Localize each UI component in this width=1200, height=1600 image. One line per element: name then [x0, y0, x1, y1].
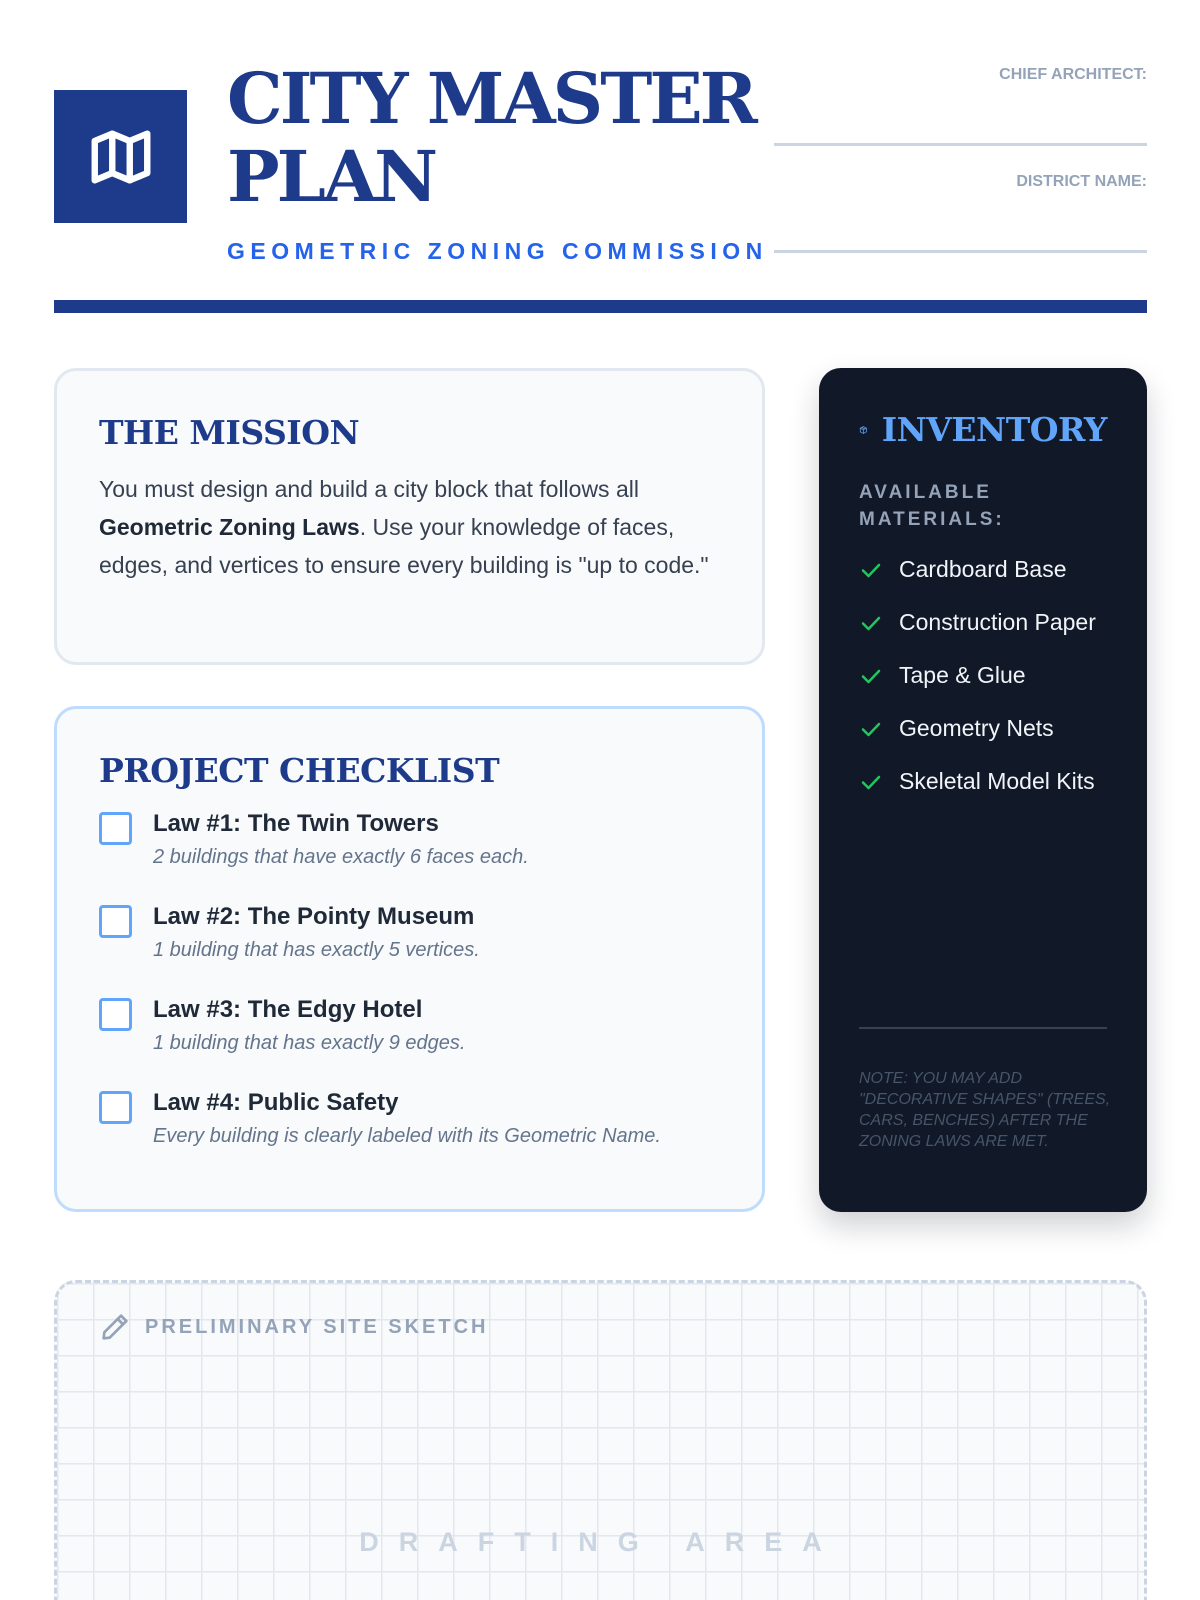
inventory-item-label: Tape & Glue	[899, 662, 1026, 688]
checklist-item-desc: Every building is clearly labeled with its Geometric Name.	[153, 1125, 661, 1147]
page-header	[54, 57, 1147, 305]
checklist-item-desc: 1 building that has exactly 5 vertices.	[153, 939, 480, 961]
inventory-item-label: Construction Paper	[899, 609, 1096, 635]
mission-text-bold: Geometric Zoning Laws	[99, 514, 360, 540]
district-name-field[interactable]	[774, 173, 1147, 280]
checklist-title: PROJECT CHECKLIST	[99, 751, 500, 790]
sketch-header	[99, 1311, 488, 1343]
inventory-item	[859, 659, 1107, 692]
mission-card	[54, 368, 765, 665]
checklist-item	[99, 901, 720, 994]
inventory-item	[859, 712, 1107, 745]
checklist-items	[99, 808, 720, 1180]
chief-architect-line[interactable]	[774, 143, 1147, 146]
inventory-divider	[859, 1027, 1107, 1029]
check-icon	[859, 611, 883, 635]
checklist-checkbox[interactable]	[99, 812, 132, 845]
mission-title: THE MISSION	[99, 413, 360, 452]
checklist-checkbox[interactable]	[99, 905, 132, 938]
pencil-icon	[99, 1311, 131, 1343]
checklist-item	[99, 1087, 720, 1180]
map-icon	[86, 122, 156, 192]
inventory-item	[859, 765, 1107, 798]
header-divider	[54, 300, 1147, 313]
checklist-item-title: Law #4: Public Safety	[153, 1089, 399, 1116]
inventory-item-label: Geometry Nets	[899, 715, 1054, 741]
cube-icon	[859, 414, 868, 446]
inventory-list	[859, 553, 1107, 798]
check-icon	[859, 770, 883, 794]
mission-text	[99, 470, 720, 584]
inventory-panel	[819, 368, 1147, 1212]
sketch-label: PRELIMINARY SITE SKETCH	[145, 1315, 489, 1338]
district-name-line[interactable]	[774, 250, 1147, 253]
check-icon	[859, 664, 883, 688]
checklist-item-title: Law #2: The Pointy Museum	[153, 903, 475, 930]
chief-architect-field[interactable]	[774, 66, 1147, 173]
inventory-subtitle: AVAILABLE MATERIALS:	[859, 482, 1005, 530]
inventory-item	[859, 606, 1107, 639]
inventory-item	[859, 553, 1107, 586]
checklist-checkbox[interactable]	[99, 998, 132, 1031]
mission-text-end: . Use your knowledge of faces, edges, and vertices to ensure every building is "up to code."	[99, 514, 709, 578]
chief-architect-label: CHIEF ARCHITECT:	[999, 66, 1147, 83]
inventory-note: NOTE: YOU MAY ADD "DECORATIVE SHAPES" (TREES, CARS, BENCHES) AFTER THE ZONING LAWS ARE MET.	[859, 1070, 1111, 1150]
checklist-item	[99, 994, 720, 1087]
mission-text-start: You must design and build a city block that follows all	[99, 476, 639, 502]
checklist-item-title: Law #3: The Edgy Hotel	[153, 996, 423, 1023]
site-sketch-area[interactable]	[54, 1280, 1147, 1600]
inventory-heading	[859, 410, 1107, 449]
page-title	[227, 57, 768, 218]
checklist-item-desc: 2 buildings that have exactly 6 faces each.	[153, 846, 529, 868]
meta-fields	[774, 66, 1147, 280]
checklist-item-title: Law #1: The Twin Towers	[153, 810, 439, 837]
drafting-watermark: DRAFTING AREA	[359, 1527, 842, 1557]
check-icon	[859, 717, 883, 741]
page-title-line1: CITY MASTER	[227, 57, 755, 140]
checklist-checkbox[interactable]	[99, 1091, 132, 1124]
page-title-line2: PLAN	[227, 135, 436, 218]
checklist-item-desc: 1 building that has exactly 9 edges.	[153, 1032, 466, 1054]
inventory-item-label: Cardboard Base	[899, 556, 1067, 582]
district-name-label: DISTRICT NAME:	[1016, 173, 1147, 190]
title-block	[227, 57, 768, 265]
checklist-card	[54, 706, 765, 1212]
check-icon	[859, 558, 883, 582]
inventory-title: INVENTORY	[881, 410, 1107, 449]
inventory-item-label: Skeletal Model Kits	[899, 768, 1095, 794]
logo	[54, 90, 187, 223]
checklist-item	[99, 808, 720, 901]
page-subtitle: GEOMETRIC ZONING COMMISSION	[227, 238, 768, 264]
